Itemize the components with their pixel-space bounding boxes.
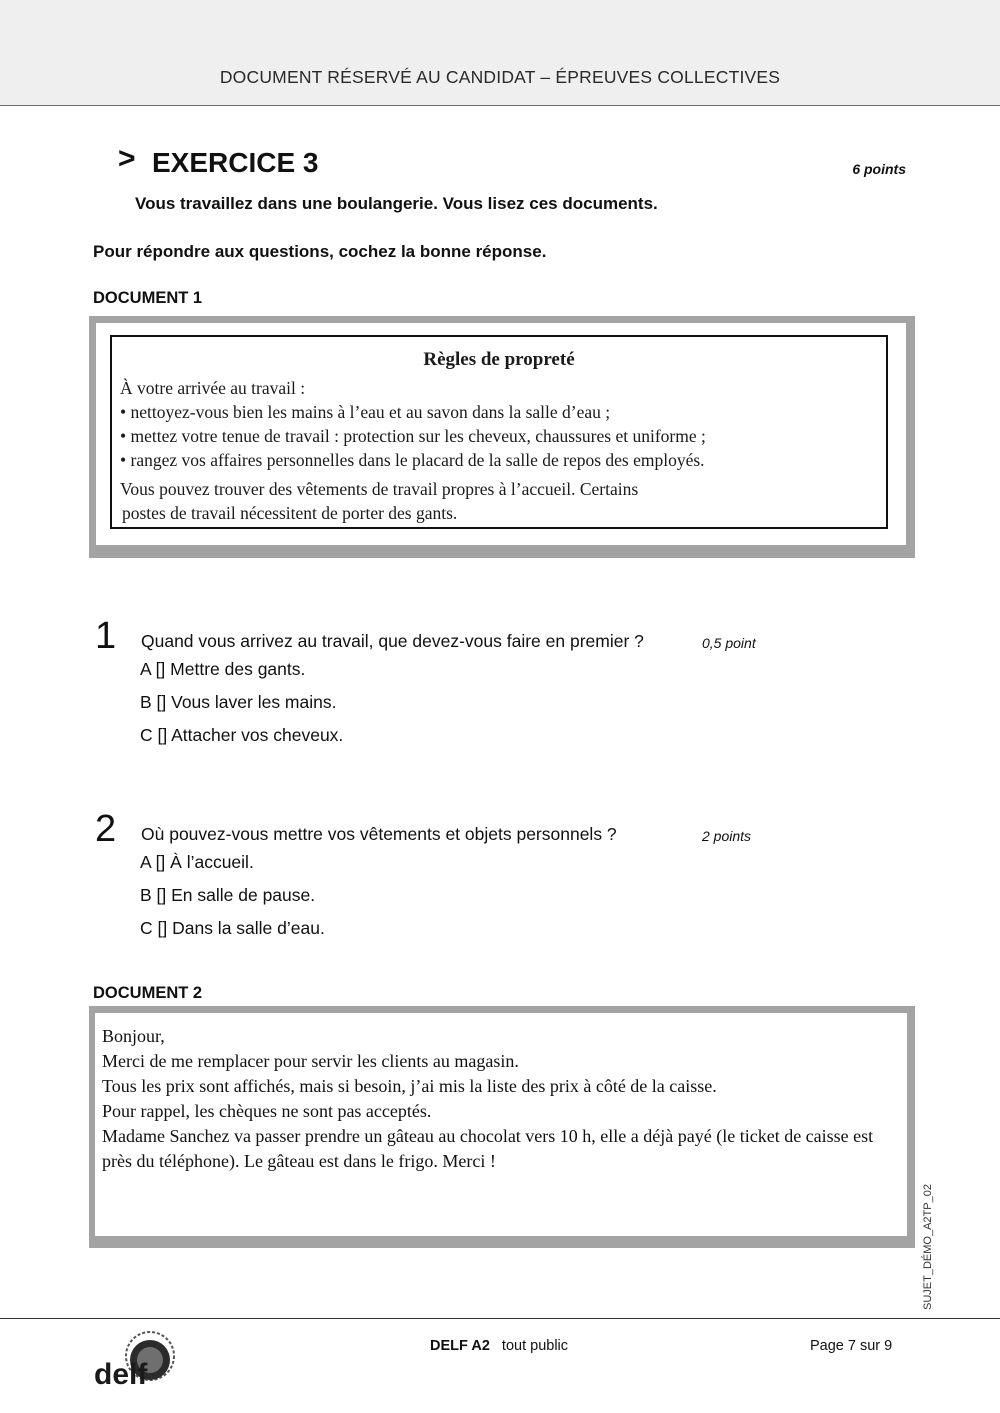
delf-logo-icon (92, 1326, 184, 1392)
question2-text: Où pouvez-vous mettre vos vêtements et objets personnels ? (141, 824, 617, 844)
document1-label: DOCUMENT 1 (93, 289, 203, 307)
document1-line: • nettoyez-vous bien les mains à l’eau et au savon dans la salle d’eau ; (120, 402, 611, 422)
letter-line: Pour rappel, les chèques ne sont pas acceptés. (102, 1101, 432, 1121)
question1-option-a[interactable]: A [] Mettre des gants. (140, 659, 306, 679)
exercise-intro: Vous travaillez dans une boulangerie. Vous lisez ces documents. (135, 194, 658, 213)
document2-letter (102, 1024, 902, 1174)
logo-text: delf (94, 1358, 148, 1391)
question1-option-b[interactable]: B [] Vous laver les mains. (140, 692, 337, 712)
exercise-points: 6 points (852, 161, 906, 177)
question1-points: 0,5 point (702, 635, 756, 651)
question2-option-c[interactable]: C [] Dans la salle d’eau. (140, 918, 325, 938)
document1-line: • rangez vos affaires personnelles dans le placard de la salle de repos des employés. (120, 450, 705, 470)
document1-line: Vous pouvez trouver des vêtements de travail propres à l’accueil. Certains (120, 479, 639, 499)
exercise-arrow-icon: > (118, 142, 136, 175)
letter-line: Merci de me remplacer pour servir les clients au magasin. (102, 1051, 519, 1071)
document1-title: Règles de propreté (423, 349, 575, 370)
question1-number: 1 (95, 615, 117, 657)
footer-exam-level: DELF A2 (430, 1338, 490, 1354)
side-code: SUJET_DÉMO_A2TP_02 (922, 1184, 934, 1310)
exercise-title: EXERCICE 3 (152, 147, 319, 178)
document1-line: À votre arrivée au travail : (120, 378, 306, 398)
document1-line: postes de travail nécessitent de porter des gants. (122, 503, 458, 523)
letter-line: Bonjour, (102, 1026, 165, 1046)
letter-line: Madame Sanchez va passer prendre un gâteau au chocolat vers 10 h, elle a déjà payé (le ticket de caisse est près du téléphone). Le gâteau est dans le frigo. Merci ! (102, 1126, 874, 1171)
document2-label: DOCUMENT 2 (93, 984, 203, 1002)
letter-line: Tous les prix sont affichés, mais si besoin, j’ai mis la liste des prix à côté de la caisse. (102, 1076, 717, 1096)
document1-rules-box (110, 335, 888, 529)
footer-divider (0, 1318, 1000, 1319)
header-band (0, 0, 1000, 106)
footer-audience: tout public (501, 1338, 569, 1354)
exercise-instruction: Pour répondre aux questions, cochez la bonne réponse. (93, 242, 547, 261)
question2-option-a[interactable]: A [] À l’accueil. (140, 852, 254, 872)
footer-page-number: Page 7 sur 9 (810, 1338, 893, 1354)
question2-points: 2 points (702, 828, 752, 844)
question2-number: 2 (95, 808, 117, 850)
footer-exam (430, 1338, 568, 1354)
document1-line: • mettez votre tenue de travail : protection sur les cheveux, chaussures et uniforme ; (120, 426, 706, 446)
question2-option-b[interactable]: B [] En salle de pause. (140, 885, 316, 905)
question1-text: Quand vous arrivez au travail, que devez-vous faire en premier ? (141, 631, 644, 651)
header-title: DOCUMENT RÉSERVÉ AU CANDIDAT – ÉPREUVES COLLECTIVES (219, 67, 781, 87)
question1-option-c[interactable]: C [] Attacher vos cheveux. (140, 725, 344, 745)
